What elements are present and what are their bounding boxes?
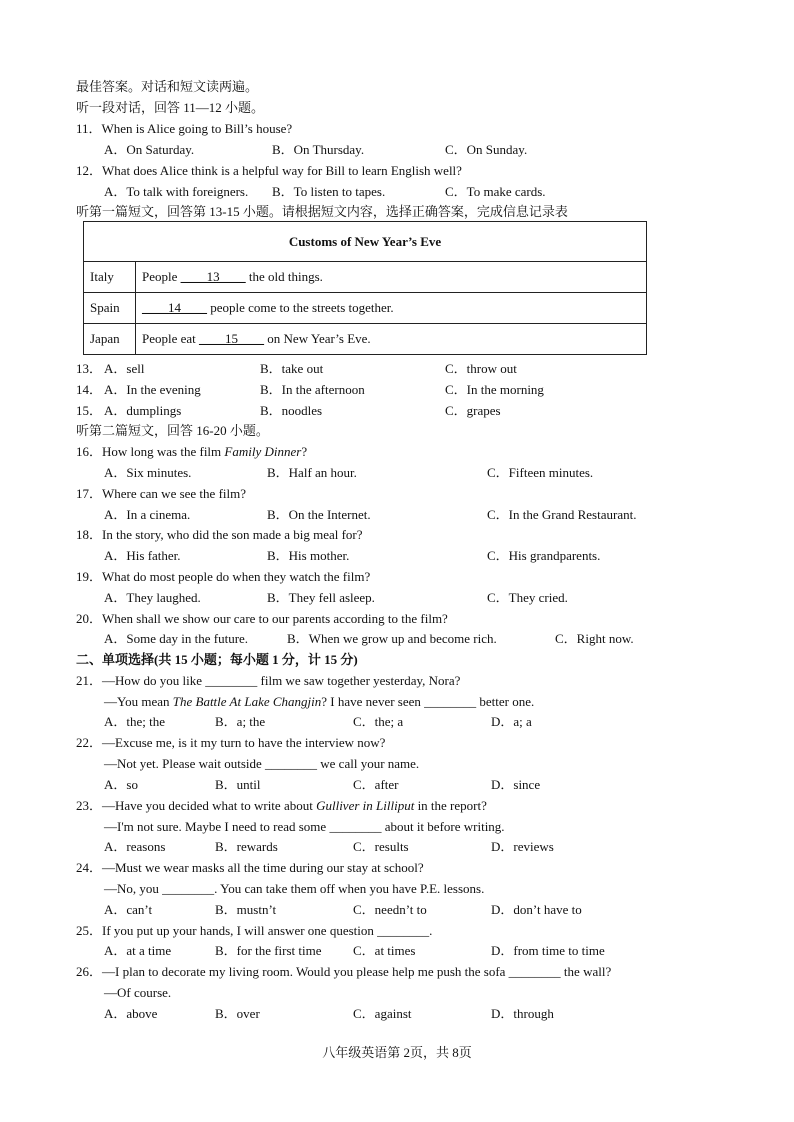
- question-18-option-c: C．His grandparents.: [487, 548, 601, 563]
- intro-line-2: 听一段对话，回答 11—12 小题。: [76, 100, 265, 115]
- customs-table-row: [84, 324, 647, 355]
- question-13-option-a: A．sell: [104, 361, 145, 376]
- question-15-option-c: C．grapes: [445, 403, 501, 418]
- question-18-option-b: B．His mother.: [267, 548, 350, 563]
- question-23-option-c: C．results: [353, 839, 409, 854]
- question-25-option-d: D．from time to time: [491, 943, 605, 958]
- passage-2-instruction: 听第二篇短文，回答 16-20 小题。: [76, 423, 269, 438]
- stem-text: —You mean: [104, 694, 173, 709]
- question-22-option-d: D．since: [491, 777, 541, 792]
- section-2-heading: 二、单项选择(共 15 小题；每小题 1 分，计 15 分): [76, 652, 358, 667]
- question-19-option-b: B．They fell asleep.: [267, 590, 375, 605]
- question-24-option-c: C．needn’t to: [353, 902, 427, 917]
- question-12-option-c: C．To make cards.: [445, 184, 546, 199]
- question-23-option-a: A．reasons: [104, 839, 166, 854]
- question-20-option-c: C．Right now.: [555, 631, 634, 646]
- question-23-option-d: D．reviews: [491, 839, 554, 854]
- question-17-option-a: A．In a cinema.: [104, 507, 191, 522]
- country-cell: Italy: [84, 262, 136, 293]
- question-17-stem: 17．Where can we see the film?: [76, 486, 247, 501]
- question-13-option-b: B．take out: [260, 361, 324, 376]
- question-26-option-a: A．above: [104, 1006, 158, 1021]
- question-19-option-c: C．They cried.: [487, 590, 568, 605]
- stem-text: in the report?: [414, 798, 487, 813]
- question-11-option-b: B．On Thursday.: [272, 142, 365, 157]
- question-16-option-c: C．Fifteen minutes.: [487, 465, 594, 480]
- question-22-option-c: C．after: [353, 777, 399, 792]
- question-12-stem: 12．What does Alice think is a helpful way for Bill to learn English well?: [76, 163, 462, 178]
- question-11-option-a: A．On Saturday.: [104, 142, 195, 157]
- question-19-option-a: A．They laughed.: [104, 590, 201, 605]
- custom-text-post: on New Year’s Eve.: [264, 331, 371, 346]
- question-21-option-d: D．a; a: [491, 714, 532, 729]
- customs-table-title-row: [84, 222, 647, 262]
- question-11-option-c: C．On Sunday.: [445, 142, 528, 157]
- question-13-number: 13．: [76, 361, 103, 376]
- custom-cell: [136, 293, 647, 324]
- custom-text-post: the old things.: [245, 269, 323, 284]
- question-16-option-a: A．Six minutes.: [104, 465, 192, 480]
- question-21-line-1: 21．—How do you like ________ film we saw together yesterday, Nora?: [76, 673, 461, 688]
- stem-text: 23．—Have you decided what to write about: [76, 798, 317, 813]
- question-20-option-b: B．When we grow up and become rich.: [287, 631, 497, 646]
- question-22-line-2: —Not yet. Please wait outside ________ we call your name.: [104, 756, 420, 771]
- customs-table: [83, 221, 647, 355]
- question-24-option-b: B．mustn’t: [215, 902, 277, 917]
- blank-14: ____14____: [142, 300, 207, 315]
- stem-text: ? I have never seen ________ better one.: [321, 694, 535, 709]
- question-14-option-b: B．In the afternoon: [260, 382, 365, 397]
- question-14-option-a: A．In the evening: [104, 382, 201, 397]
- question-20-stem: 20．When shall we show our care to our parents according to the film?: [76, 611, 448, 626]
- question-18-option-a: A．His father.: [104, 548, 181, 563]
- question-23-option-b: B．rewards: [215, 839, 278, 854]
- question-19-stem: 19．What do most people do when they watch the film?: [76, 569, 371, 584]
- question-21-option-b: B．a; the: [215, 714, 266, 729]
- customs-table-title: Customs of New Year’s Eve: [84, 222, 647, 262]
- question-20-option-a: A．Some day in the future.: [104, 631, 249, 646]
- question-22-option-a: A．so: [104, 777, 138, 792]
- question-22-option-b: B．until: [215, 777, 261, 792]
- question-17-option-b: B．On the Internet.: [267, 507, 371, 522]
- film-title: The Battle At Lake Changjin: [172, 694, 322, 709]
- question-21-line-2: [104, 694, 534, 710]
- question-26-line-2: —Of course.: [104, 985, 172, 1000]
- custom-text-post: people come to the streets together.: [207, 300, 394, 315]
- country-cell: Spain: [84, 293, 136, 324]
- question-18-stem: 18．In the story, who did the son made a big meal for?: [76, 527, 363, 542]
- book-title: Gulliver in Lilliput: [316, 798, 415, 813]
- page-footer: 八年级英语第 2页，共 8页: [322, 1045, 472, 1060]
- stem-text: ?: [301, 444, 308, 459]
- question-25-line-1: 25．If you put up your hands, I will answer one question ________.: [76, 923, 433, 938]
- question-11-stem: 11．When is Alice going to Bill’s house?: [76, 121, 293, 136]
- question-15-number: 15．: [76, 403, 103, 418]
- question-26-option-d: D．through: [491, 1006, 554, 1021]
- film-title: Family Dinner: [224, 444, 302, 459]
- question-13-option-c: C．throw out: [445, 361, 517, 376]
- custom-cell: [136, 262, 647, 293]
- question-24-line-1: 24．—Must we wear masks all the time during our stay at school?: [76, 860, 424, 875]
- question-26-option-c: C．against: [353, 1006, 412, 1021]
- question-15-option-b: B．noodles: [260, 403, 323, 418]
- country-cell: Japan: [84, 324, 136, 355]
- question-25-option-b: B．for the first time: [215, 943, 322, 958]
- question-22-line-1: 22．—Excuse me, is it my turn to have the interview now?: [76, 735, 386, 750]
- question-25-option-a: A．at a time: [104, 943, 172, 958]
- question-17-option-c: C．In the Grand Restaurant.: [487, 507, 637, 522]
- question-16-stem: [76, 444, 307, 460]
- question-23-line-1: [76, 798, 487, 814]
- question-21-option-a: A．the; the: [104, 714, 166, 729]
- question-16-option-b: B．Half an hour.: [267, 465, 357, 480]
- question-15-option-a: A．dumplings: [104, 403, 182, 418]
- blank-13: ____13____: [180, 269, 246, 284]
- question-12-option-a: A．To talk with foreigners.: [104, 184, 249, 199]
- question-25-option-c: C．at times: [353, 943, 416, 958]
- question-14-number: 14．: [76, 382, 103, 397]
- intro-line-1: 最佳答案。对话和短文读两遍。: [76, 79, 259, 94]
- customs-table-row: [84, 293, 647, 324]
- question-23-line-2: —I'm not sure. Maybe I need to read some ________ about it before writing.: [104, 819, 505, 834]
- custom-text-pre: People eat: [142, 331, 200, 346]
- passage-1-instruction: 听第一篇短文，回答第 13-15 小题。请根据短文内容，选择正确答案，完成信息记录表: [76, 204, 568, 219]
- question-14-option-c: C．In the morning: [445, 382, 544, 397]
- stem-text: 16．How long was the film: [76, 444, 225, 459]
- question-26-line-1: 26．—I plan to decorate my living room. Would you please help me push the sofa ________ the wall?: [76, 964, 612, 979]
- question-24-option-a: A．can’t: [104, 902, 153, 917]
- question-26-option-b: B．over: [215, 1006, 260, 1021]
- question-24-option-d: D．don’t have to: [491, 902, 582, 917]
- customs-table-row: [84, 262, 647, 293]
- question-24-line-2: —No, you ________. You can take them off when you have P.E. lessons.: [104, 881, 485, 896]
- question-21-option-c: C．the; a: [353, 714, 404, 729]
- blank-15: ____15____: [199, 331, 265, 346]
- custom-text-pre: People: [142, 269, 181, 284]
- question-12-option-b: B．To listen to tapes.: [272, 184, 386, 199]
- custom-cell: [136, 324, 647, 355]
